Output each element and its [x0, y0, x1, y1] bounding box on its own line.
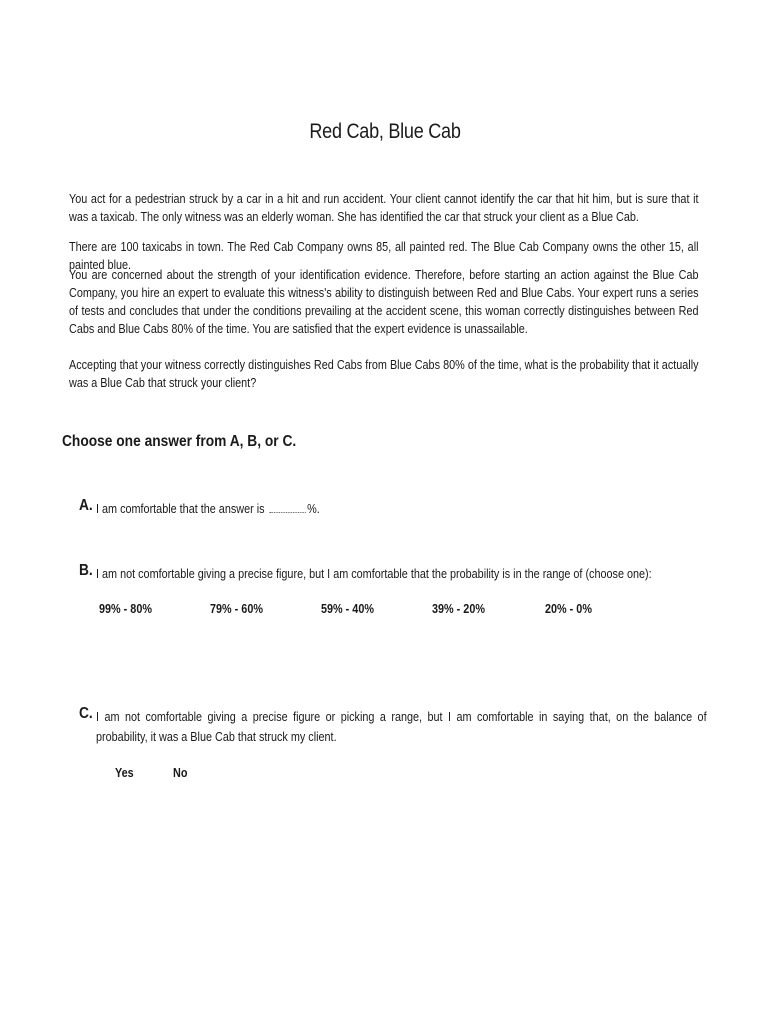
option-a-text-after: %.: [307, 502, 320, 516]
option-a-text-before: I am comfortable that the answer is: [96, 502, 265, 516]
expert-paragraph: You are concerned about the strength of your identification evidence. Therefore, before starting an action against the Blue Cab Company, you hire an expert to evaluate this witness's ability to distinguish between Red and Blue Cabs. Your expert runs a series of tests and concludes that under the conditions prevailing at the accident scene, this woman correctly distinguishes between Red Cabs and Blue Cabs 80% of the time. You are satisfied that the expert evidence is unassailable.: [69, 268, 699, 336]
scenario-paragraph: You act for a pedestrian struck by a car in a hit and run accident. Your client cannot identify the car that hit him, but is sure that it was a taxicab. The only witness was an elderly woman. She has identified the car that struck your client as a Blue Cab.: [69, 192, 699, 224]
yes-option[interactable]: Yes: [115, 766, 134, 780]
no-option[interactable]: No: [173, 766, 188, 780]
range-option-39-20[interactable]: 39% - 20%: [432, 602, 485, 616]
range-option-99-80[interactable]: 99% - 80%: [99, 602, 152, 616]
option-c-text: I am not comfortable giving a precise figure or picking a range, but I am comfortable in saying that, on the balance of probability, it was a Blue Cab that struck my client.: [96, 710, 707, 744]
option-b-letter: B.: [79, 562, 93, 579]
option-a-letter: A.: [79, 497, 93, 514]
answer-blank[interactable]: [269, 512, 305, 513]
range-option-20-0[interactable]: 20% - 0%: [545, 602, 592, 616]
page-title: Red Cab, Blue Cab: [309, 120, 461, 143]
range-option-79-60[interactable]: 79% - 60%: [210, 602, 263, 616]
option-a-text: [96, 499, 320, 519]
instruction-heading: Choose one answer from A, B, or C.: [62, 433, 297, 450]
question-paragraph: Accepting that your witness correctly distinguishes Red Cabs from Blue Cabs 80% of the time, what is the probability that it actually was a Blue Cab that struck your client?: [69, 358, 699, 390]
range-option-59-40[interactable]: 59% - 40%: [321, 602, 374, 616]
taxicab-count-paragraph: There are 100 taxicabs in town. The Red Cab Company owns 85, all painted red. The Blue Cab Company owns the other 15, all painted blue.: [69, 240, 699, 272]
option-b-text: I am not comfortable giving a precise figure, but I am comfortable that the probability is in the range of (choose one):: [96, 567, 652, 581]
option-c-letter: C.: [79, 705, 93, 722]
